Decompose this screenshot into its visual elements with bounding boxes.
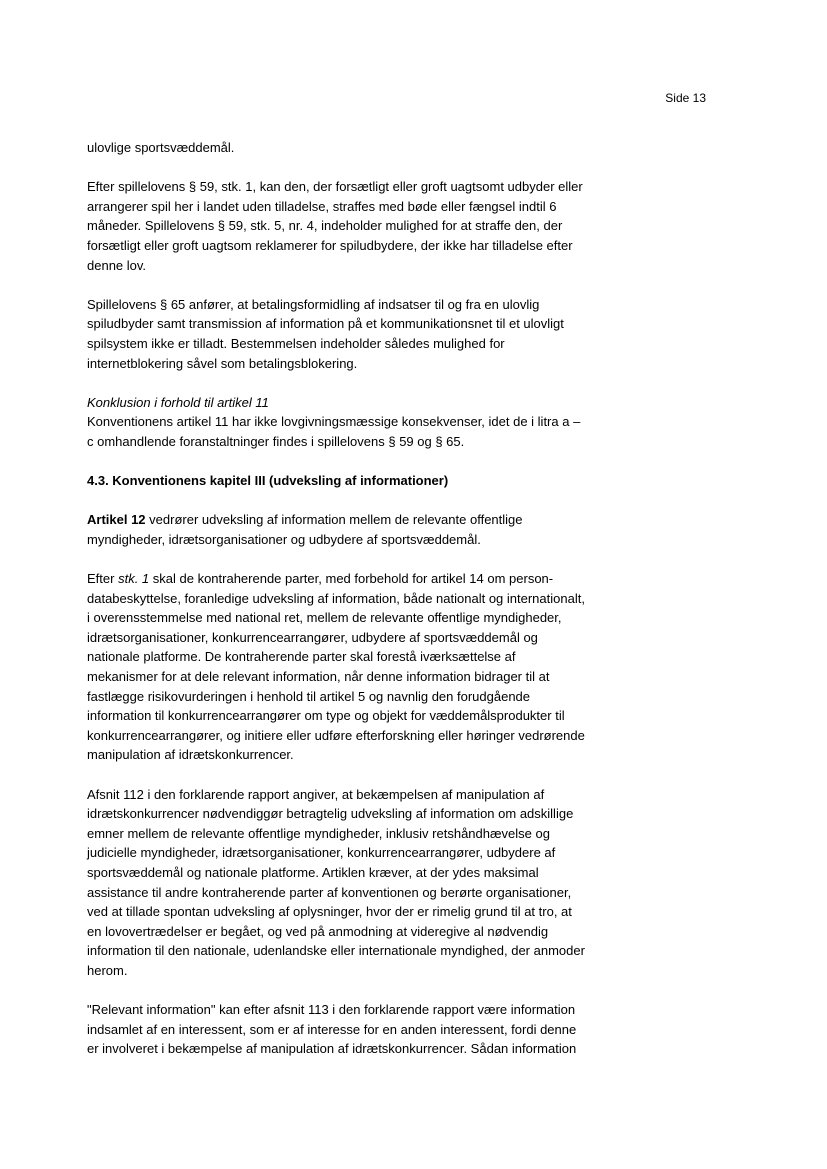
bold-term: Artikel 12	[87, 512, 146, 528]
text-line: nationale platforme. De kontraherende parter skal forestå iværksættelse af	[87, 649, 516, 665]
text-line: myndigheder, idrætsorganisationer og udbydere af sportsvæddemål.	[87, 531, 481, 547]
text-line: Afsnit 112 i den forklarende rapport angiver, at bekæmpelsen af manipulation af	[87, 786, 545, 802]
text-line: denne lov.	[87, 257, 147, 273]
text-line: "Relevant information" kan efter afsnit 113 i den forklarende rapport være information	[87, 1002, 576, 1018]
text-line	[87, 510, 627, 530]
text-line: en lovovertrædelser er begået, og ved på anmodning at videregive al nødvendig	[87, 923, 549, 939]
section-heading-text: 4.3. Konventionens kapitel III (udveksling af informationer)	[87, 473, 449, 489]
text-line: Konventionens artikel 11 har ikke lovgivningsmæssige konsekvenser, idet de i litra a –	[87, 414, 581, 430]
text-fragment: Efter	[87, 571, 119, 587]
text-line: internetblokering såvel som betalingsblokering.	[87, 355, 358, 371]
text-line: fastlægge risikovurderingen i henhold til artikel 5 og navnlig den forudgående	[87, 688, 531, 704]
text-fragment: vedrører udveksling af information mellem de relevante offentlige	[145, 512, 523, 528]
text-line: indsamlet af en interessent, som er af interesse for en anden interessent, fordi denne	[87, 1021, 577, 1037]
paragraph-afsnit-112	[87, 785, 627, 981]
paragraph-stk-1	[87, 569, 627, 765]
text-line: spiludbyder samt transmission af information på et kommunikationsnet til et ulovligt	[87, 316, 564, 332]
page-number: Side 13	[665, 91, 706, 105]
text-line: information til den nationale, udenlandske eller internationale myndighed, der anmoder	[87, 943, 585, 959]
text-line: idrætskonkurrencer nødvendiggør betragtelig udveksling af information om adskillige	[87, 806, 574, 822]
text-line: måneder. Spillelovens § 59, stk. 5, nr. 4, indeholder mulighed for at straffe den, der	[87, 218, 563, 234]
paragraph-spilleloven-65	[87, 295, 627, 373]
text-fragment: skal de kontraherende parter, med forbehold for artikel 14 om person-	[149, 571, 554, 587]
text-line: manipulation af idrætskonkurrencer.	[87, 747, 294, 763]
paragraph-conclusion	[87, 393, 627, 452]
text-line: konkurrencearrangører, og initiere eller udføre efterforskning eller høringer vedrørende	[87, 727, 585, 743]
italic-term: stk. 1	[118, 571, 150, 587]
text-line: information til konkurrencearrangører om type og objekt for væddemålsprodukter til	[87, 708, 565, 724]
text-line: judicielle myndigheder, idrætsorganisationer, konkurrencearrangører, udbydere af	[87, 845, 556, 861]
text-line: ulovlige sportsvæddemål.	[87, 140, 235, 155]
document-body	[87, 138, 627, 1059]
text-line: ved at tillade spontan udveksling af oplysninger, hvor der er rimelig grund til at tro, at	[87, 904, 572, 920]
text-line: Efter spillelovens § 59, stk. 1, kan den, der forsætligt eller groft uagtsomt udbyder eller	[87, 179, 583, 195]
text-line: sportsvæddemål og nationale platforme. Artiklen kræver, at der ydes maksimal	[87, 864, 539, 880]
text-line	[87, 569, 627, 589]
text-line: mekanismer for at dele relevant information, når denne information bidrager til at	[87, 669, 550, 685]
paragraph-continuation	[87, 138, 627, 158]
paragraph-afsnit-113	[87, 1000, 627, 1059]
text-line: arrangerer spil her i landet uden tilladelse, straffes med bøde eller fængsel indtil 6	[87, 198, 557, 214]
text-line: er involveret i bekæmpelse af manipulation af idrætskonkurrencer. Sådan information	[87, 1041, 577, 1057]
conclusion-heading: Konklusion i forhold til artikel 11	[87, 394, 269, 410]
text-line: assistance til andre kontraherende parter af konventionen og berørte organisationer,	[87, 884, 572, 900]
section-heading	[87, 471, 627, 491]
text-line: herom.	[87, 962, 128, 978]
text-line: forsætligt eller groft uagtsom reklamerer for spiludbydere, der ikke har tilladelse efter	[87, 237, 573, 253]
text-line: idrætsorganisationer, konkurrencearrangører, udbydere af sportsvæddemål og	[87, 629, 538, 645]
text-line: Spillelovens § 65 anfører, at betalingsformidling af indsatser til og fra en ulovlig	[87, 296, 540, 312]
paragraph-artikel-12	[87, 510, 627, 549]
paragraph-spilleloven-59	[87, 177, 627, 275]
text-line: emner mellem de relevante offentlige myndigheder, inklusiv retshåndhævelse og	[87, 825, 550, 841]
text-line: c omhandlende foranstaltninger findes i spillelovens § 59 og § 65.	[87, 433, 465, 449]
text-line: spilsystem ikke er tilladt. Bestemmelsen indeholder således mulighed for	[87, 335, 505, 351]
text-line: databeskyttelse, foranledige udveksling af information, både nationalt og internationalt,	[87, 590, 585, 606]
text-line: i overensstemmelse med national ret, mellem de relevante offentlige myndigheder,	[87, 610, 562, 626]
